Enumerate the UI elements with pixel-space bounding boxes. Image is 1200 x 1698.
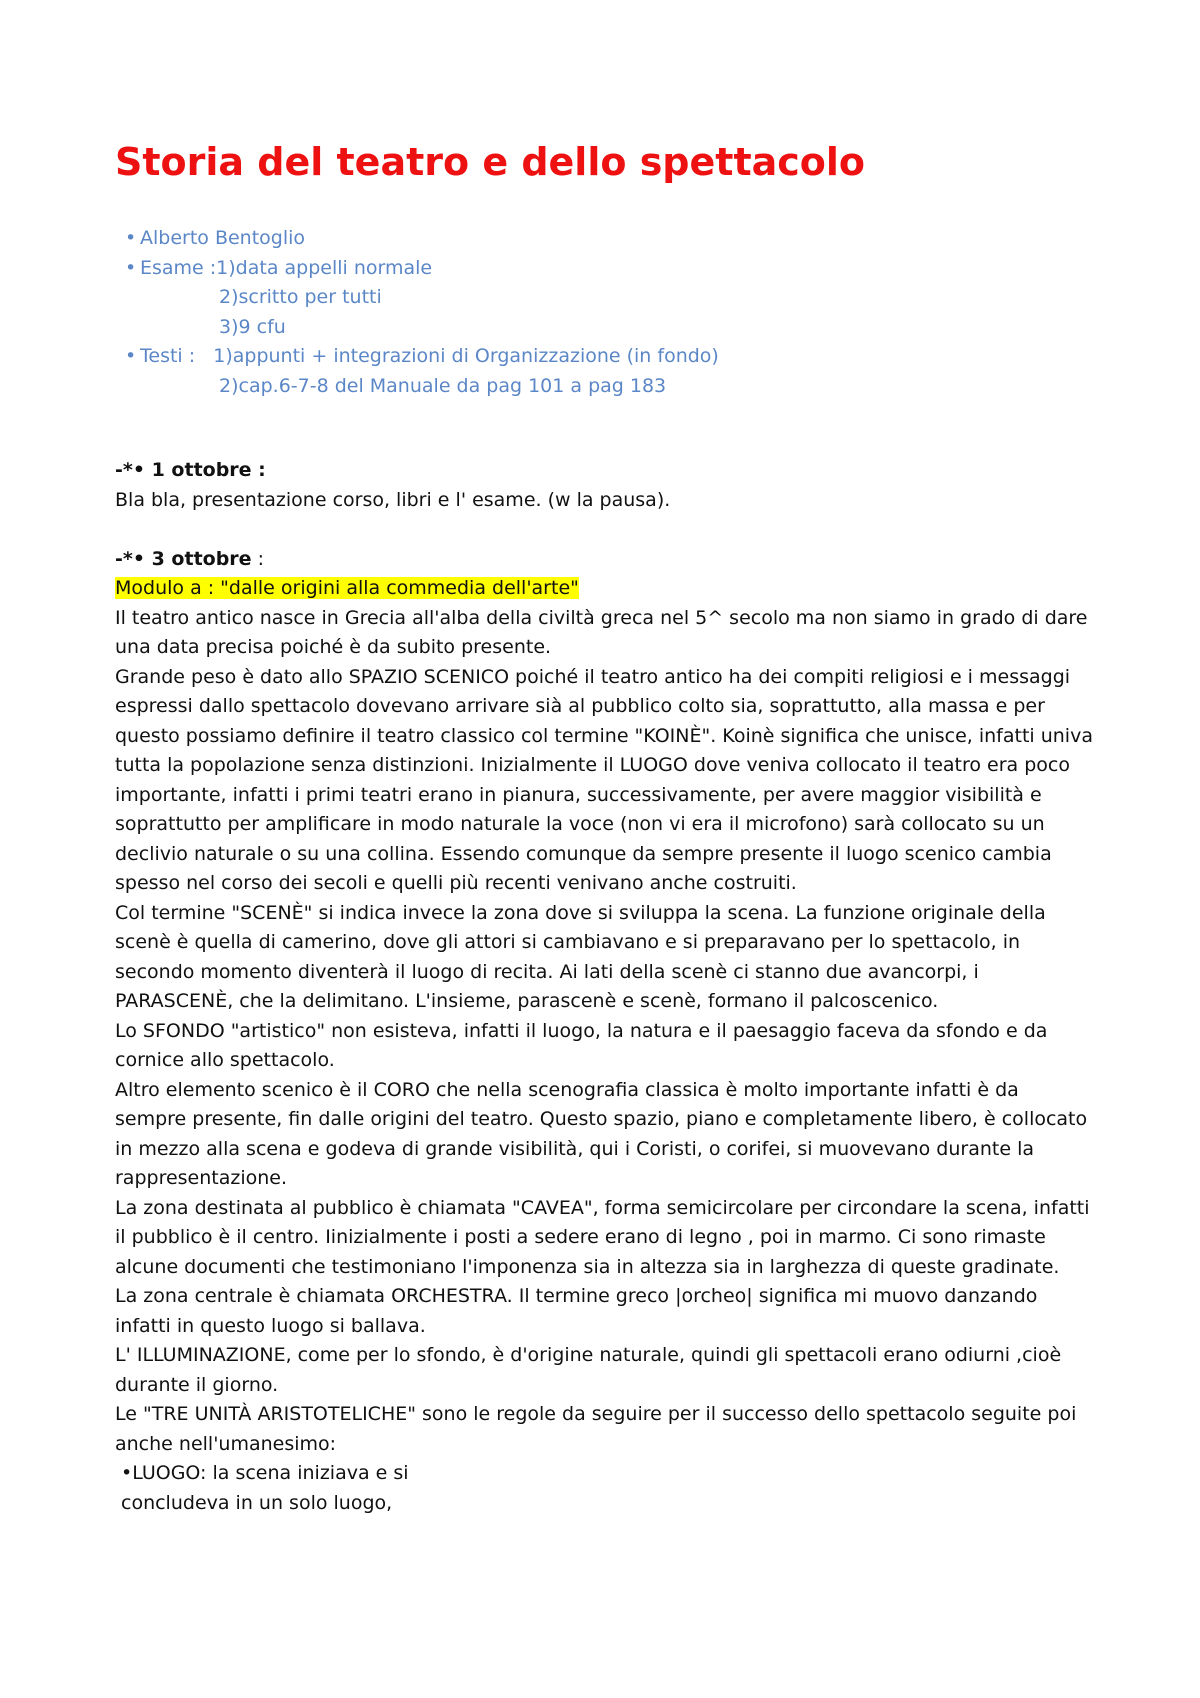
paragraph: Il teatro antico nasce in Grecia all'alba della civiltà greca nel 5^ secolo ma non siamo in grado di dare una data precisa poiché è da subito presente. [115, 606, 1088, 658]
info-item-texts [125, 342, 719, 372]
bullet-icon: • [125, 345, 137, 367]
info-item-exam [125, 254, 719, 284]
paragraph: La zona destinata al pubblico è chiamata "CAVEA", forma semicircolare per circondare la scena, infatti il pubblico è il centro. Iinizialmente i posti a sedere erano di legno , poi in marmo. Ci sono rimaste alcune documenti che testimoniano l'imponenza sia in altezza sia in larghezza di queste gradinate. [115, 1196, 1090, 1278]
lesson-2-date: 3 ottobre [151, 547, 252, 570]
texts-text: Testi : 1)appunti + integrazioni di Organizzazione (in fondo) [140, 345, 719, 367]
bullet-icon: • [125, 256, 137, 279]
course-info-list [125, 224, 719, 401]
module-highlight: Modulo a : "dalle origini alla commedia dell'arte" [115, 577, 579, 599]
lesson-1-text: Bla bla, presentazione corso, libri e l' esame. (w la pausa). [115, 488, 671, 511]
paragraph: L' ILLUMINAZIONE, come per lo sfondo, è d'origine naturale, quindi gli spettacoli erano odiurni ,cioè durante il giorno. [115, 1344, 1062, 1396]
lesson-2-heading [115, 545, 1095, 575]
info-item-exam-2: 2)scritto per tutti [219, 286, 382, 308]
lesson-2-date-suffix: : [251, 547, 265, 570]
paragraph: Altro elemento scenico è il CORO che nella scenografia classica è molto importante infatti è da sempre presente, fin dalle origini del teatro. Questo spazio, piano e completamente libero, è collocato in mezzo alla scena e godeva di grande visibilità, qui i Coristi, o corifei, si muovevano durante la rappresentazione. [115, 1078, 1088, 1189]
paragraph: La zona centrale è chiamata ORCHESTRA. Il termine greco |orcheo| significa mi muovo danzando infatti in questo luogo si ballava. [115, 1285, 1038, 1337]
bullet-icon: • [125, 227, 137, 249]
unity-item-luogo: •LUOGO: la scena iniziava e si [121, 1462, 409, 1484]
unity-item-luogo-cont: concludeva in un solo luogo, [121, 1491, 393, 1514]
module-line [115, 574, 1095, 604]
info-item-exam-3: 3)9 cfu [219, 315, 286, 338]
lesson-1-heading [115, 456, 1095, 486]
info-item-teacher [125, 224, 719, 254]
paragraph: Le "TRE UNITÀ ARISTOTELICHE" sono le regole da seguire per il successo dello spettacolo seguite poi anche nell'umanesimo: [115, 1403, 1077, 1455]
paragraph: Grande peso è dato allo SPAZIO SCENICO poiché il teatro antico ha dei compiti religiosi e i messaggi espressi dallo spettacolo dovevano arrivare sià al pubblico colto sia, soprattutto, alla massa e per questo possiamo definire il teatro classico col termine "KOINÈ". Koinè significa che unisce, infatti univa tutta la popolazione senza distinzioni. Inizialmente il LUOGO dove veniva collocato il teatro era poco importante, infatti i primi teatri erano in pianura, successivamente, per avere maggior visibilità e soprattutto per amplificare in modo naturale la voce (non vi era il microfono) sarà collocato su un declivio naturale o su una collina. Essendo comunque da sempre presente il luogo scenico cambia spesso nel corso dei secoli e quelli più recenti venivano anche costruiti. [115, 665, 1093, 894]
lesson-1-date: 1 ottobre : [151, 459, 266, 481]
exam-text: Esame :1)data appelli normale [140, 256, 433, 279]
document-body [115, 456, 1095, 1518]
teacher-text: Alberto Bentoglio [140, 227, 306, 249]
lesson-2-marker: -*• [115, 547, 152, 570]
document-title: Storia del teatro e dello spettacolo [115, 140, 866, 184]
info-item-texts-2: 2)cap.6-7-8 del Manuale da pag 101 a pag 183 [219, 374, 667, 397]
paragraph: Col termine "SCENÈ" si indica invece la zona dove si sviluppa la scena. La funzione originale della scenè è quella di camerino, dove gli attori si cambiavano e si preparavano per lo spettacolo, in secondo momento diventerà il luogo di recita. Ai lati della scenè ci stanno due avancorpi, i PARASCENÈ, che la delimitano. L'insieme, parascenè e scenè, formano il palcoscenico. [115, 901, 1046, 1012]
lesson-1-marker: -*• [115, 459, 152, 481]
spacer [115, 515, 1095, 545]
paragraph: Lo SFONDO "artistico" non esisteva, infatti il luogo, la natura e il paesaggio faceva da sfondo e da cornice allo spettacolo. [115, 1019, 1048, 1071]
